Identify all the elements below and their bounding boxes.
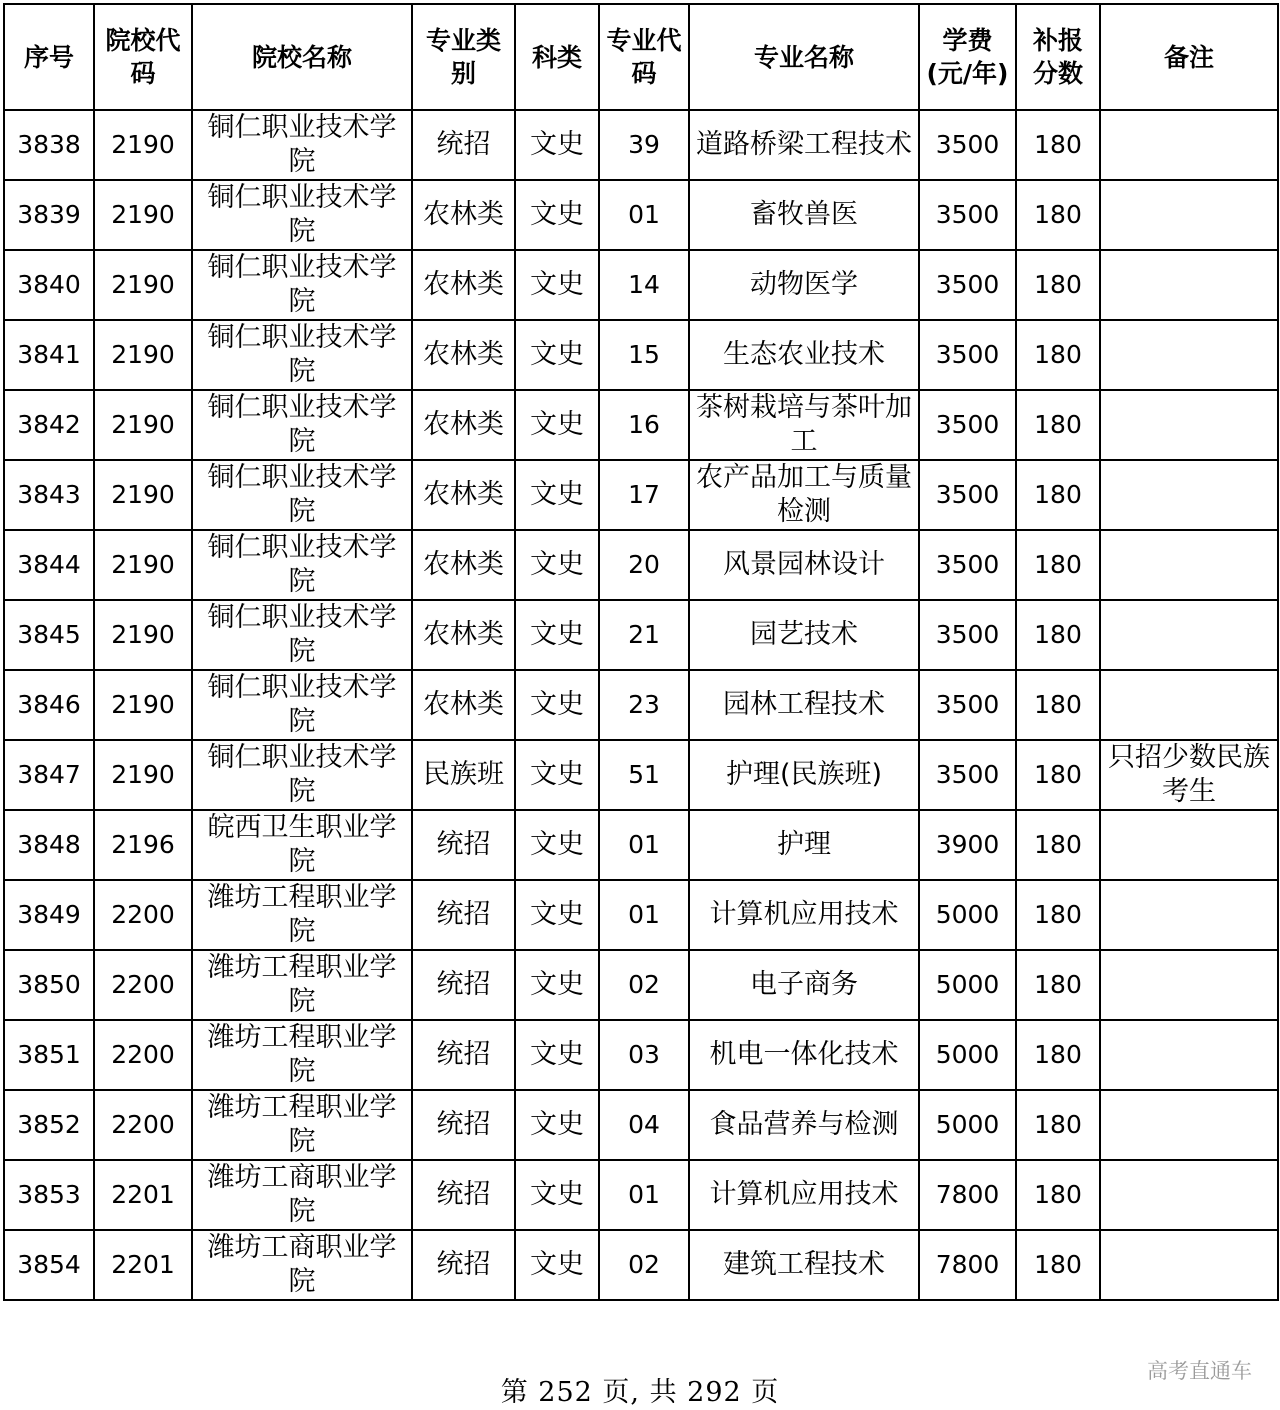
cell-major-name: 动物医学 <box>689 250 919 320</box>
cell-seq: 3838 <box>4 110 94 180</box>
cell-seq: 3843 <box>4 460 94 530</box>
cell-note <box>1100 110 1278 180</box>
cell-major-code: 51 <box>599 740 689 810</box>
cell-seq: 3840 <box>4 250 94 320</box>
cell-school-name: 潍坊工商职业学院 <box>192 1230 412 1300</box>
table-body <box>4 110 1278 1300</box>
table-row <box>4 880 1278 950</box>
cell-subject: 文史 <box>515 390 599 460</box>
cell-major-code: 01 <box>599 1160 689 1230</box>
cell-major-code: 01 <box>599 810 689 880</box>
cell-school-code: 2200 <box>94 880 192 950</box>
cell-major-name: 食品营养与检测 <box>689 1090 919 1160</box>
cell-subject: 文史 <box>515 600 599 670</box>
cell-note <box>1100 1020 1278 1090</box>
cell-category: 农林类 <box>412 390 515 460</box>
cell-seq: 3854 <box>4 1230 94 1300</box>
cell-category: 统招 <box>412 110 515 180</box>
cell-major-name: 生态农业技术 <box>689 320 919 390</box>
header-category: 专业类别 <box>412 4 515 110</box>
cell-major-code: 02 <box>599 1230 689 1300</box>
cell-school-name: 铜仁职业技术学院 <box>192 530 412 600</box>
cell-score: 180 <box>1016 530 1100 600</box>
cell-school-name: 铜仁职业技术学院 <box>192 320 412 390</box>
cell-category: 民族班 <box>412 740 515 810</box>
cell-category: 统招 <box>412 950 515 1020</box>
cell-major-name: 道路桥梁工程技术 <box>689 110 919 180</box>
cell-note <box>1100 810 1278 880</box>
cell-tuition: 3500 <box>919 250 1016 320</box>
cell-tuition: 7800 <box>919 1230 1016 1300</box>
cell-category: 农林类 <box>412 320 515 390</box>
header-score: 补报分数 <box>1016 4 1100 110</box>
cell-school-name: 铜仁职业技术学院 <box>192 460 412 530</box>
cell-note <box>1100 880 1278 950</box>
cell-tuition: 5000 <box>919 1020 1016 1090</box>
cell-score: 180 <box>1016 880 1100 950</box>
cell-score: 180 <box>1016 390 1100 460</box>
table-row <box>4 1230 1278 1300</box>
cell-major-code: 39 <box>599 110 689 180</box>
header-major-code: 专业代码 <box>599 4 689 110</box>
cell-school-code: 2190 <box>94 390 192 460</box>
cell-tuition: 5000 <box>919 880 1016 950</box>
cell-score: 180 <box>1016 110 1100 180</box>
cell-major-name: 计算机应用技术 <box>689 1160 919 1230</box>
page-number: 第 252 页, 共 292 页 <box>500 1377 780 1408</box>
cell-major-code: 14 <box>599 250 689 320</box>
cell-subject: 文史 <box>515 460 599 530</box>
cell-category: 农林类 <box>412 600 515 670</box>
cell-major-code: 20 <box>599 530 689 600</box>
cell-note <box>1100 1160 1278 1230</box>
cell-major-code: 01 <box>599 880 689 950</box>
cell-seq: 3849 <box>4 880 94 950</box>
cell-tuition: 7800 <box>919 1160 1016 1230</box>
cell-school-name: 潍坊工商职业学院 <box>192 1160 412 1230</box>
table-row <box>4 1160 1278 1230</box>
cell-school-name: 铜仁职业技术学院 <box>192 670 412 740</box>
cell-school-name: 铜仁职业技术学院 <box>192 390 412 460</box>
cell-category: 农林类 <box>412 180 515 250</box>
cell-major-name: 园林工程技术 <box>689 670 919 740</box>
cell-major-name: 风景园林设计 <box>689 530 919 600</box>
cell-school-name: 铜仁职业技术学院 <box>192 110 412 180</box>
cell-school-code: 2201 <box>94 1230 192 1300</box>
cell-school-code: 2190 <box>94 740 192 810</box>
cell-note <box>1100 530 1278 600</box>
table-row <box>4 670 1278 740</box>
cell-subject: 文史 <box>515 880 599 950</box>
header-row <box>4 4 1278 110</box>
admission-table <box>3 3 1279 1301</box>
cell-score: 180 <box>1016 670 1100 740</box>
cell-tuition: 5000 <box>919 950 1016 1020</box>
cell-score: 180 <box>1016 1230 1100 1300</box>
cell-score: 180 <box>1016 740 1100 810</box>
header-school-code: 院校代码 <box>94 4 192 110</box>
cell-subject: 文史 <box>515 950 599 1020</box>
cell-seq: 3845 <box>4 600 94 670</box>
cell-school-code: 2190 <box>94 530 192 600</box>
cell-category: 农林类 <box>412 250 515 320</box>
watermark-logo: 高考直通车 <box>1147 1359 1252 1383</box>
cell-note <box>1100 180 1278 250</box>
cell-subject: 文史 <box>515 670 599 740</box>
table-row <box>4 390 1278 460</box>
cell-school-code: 2190 <box>94 600 192 670</box>
cell-major-code: 21 <box>599 600 689 670</box>
cell-school-code: 2200 <box>94 1090 192 1160</box>
cell-note <box>1100 670 1278 740</box>
cell-subject: 文史 <box>515 1230 599 1300</box>
table-header <box>4 4 1278 110</box>
cell-school-name: 潍坊工程职业学院 <box>192 950 412 1020</box>
cell-school-code: 2190 <box>94 250 192 320</box>
cell-school-name: 皖西卫生职业学院 <box>192 810 412 880</box>
cell-category: 统招 <box>412 1230 515 1300</box>
cell-school-name: 铜仁职业技术学院 <box>192 740 412 810</box>
cell-school-code: 2190 <box>94 320 192 390</box>
cell-subject: 文史 <box>515 1020 599 1090</box>
cell-school-name: 潍坊工程职业学院 <box>192 1020 412 1090</box>
cell-score: 180 <box>1016 250 1100 320</box>
cell-school-code: 2190 <box>94 460 192 530</box>
cell-seq: 3846 <box>4 670 94 740</box>
cell-score: 180 <box>1016 1090 1100 1160</box>
cell-major-name: 机电一体化技术 <box>689 1020 919 1090</box>
cell-school-code: 2196 <box>94 810 192 880</box>
cell-school-name: 铜仁职业技术学院 <box>192 180 412 250</box>
cell-note <box>1100 460 1278 530</box>
table-row <box>4 250 1278 320</box>
cell-tuition: 3900 <box>919 810 1016 880</box>
cell-score: 180 <box>1016 810 1100 880</box>
cell-seq: 3848 <box>4 810 94 880</box>
cell-category: 统招 <box>412 880 515 950</box>
cell-category: 统招 <box>412 1020 515 1090</box>
cell-category: 农林类 <box>412 530 515 600</box>
cell-subject: 文史 <box>515 810 599 880</box>
cell-note: 只招少数民族考生 <box>1100 740 1278 810</box>
cell-school-code: 2190 <box>94 180 192 250</box>
cell-tuition: 3500 <box>919 320 1016 390</box>
cell-category: 农林类 <box>412 670 515 740</box>
cell-note <box>1100 1230 1278 1300</box>
cell-subject: 文史 <box>515 180 599 250</box>
cell-seq: 3851 <box>4 1020 94 1090</box>
header-tuition: 学费(元/年) <box>919 4 1016 110</box>
cell-school-code: 2190 <box>94 110 192 180</box>
cell-subject: 文史 <box>515 1160 599 1230</box>
cell-tuition: 3500 <box>919 530 1016 600</box>
cell-school-name: 潍坊工程职业学院 <box>192 1090 412 1160</box>
cell-tuition: 3500 <box>919 740 1016 810</box>
cell-note <box>1100 390 1278 460</box>
table-row <box>4 180 1278 250</box>
cell-note <box>1100 950 1278 1020</box>
cell-major-name: 护理 <box>689 810 919 880</box>
cell-major-code: 15 <box>599 320 689 390</box>
cell-score: 180 <box>1016 950 1100 1020</box>
cell-category: 统招 <box>412 810 515 880</box>
cell-major-code: 01 <box>599 180 689 250</box>
cell-school-name: 铜仁职业技术学院 <box>192 250 412 320</box>
table-row <box>4 530 1278 600</box>
cell-seq: 3842 <box>4 390 94 460</box>
cell-seq: 3844 <box>4 530 94 600</box>
cell-score: 180 <box>1016 1160 1100 1230</box>
cell-major-name: 茶树栽培与茶叶加工 <box>689 390 919 460</box>
table-row <box>4 740 1278 810</box>
cell-major-name: 畜牧兽医 <box>689 180 919 250</box>
cell-score: 180 <box>1016 1020 1100 1090</box>
cell-subject: 文史 <box>515 530 599 600</box>
cell-school-name: 潍坊工程职业学院 <box>192 880 412 950</box>
cell-major-code: 04 <box>599 1090 689 1160</box>
table-row <box>4 460 1278 530</box>
cell-major-code: 03 <box>599 1020 689 1090</box>
cell-note <box>1100 250 1278 320</box>
cell-subject: 文史 <box>515 110 599 180</box>
cell-score: 180 <box>1016 180 1100 250</box>
cell-category: 统招 <box>412 1090 515 1160</box>
cell-major-code: 23 <box>599 670 689 740</box>
cell-score: 180 <box>1016 600 1100 670</box>
table-row <box>4 950 1278 1020</box>
cell-tuition: 3500 <box>919 460 1016 530</box>
header-major-name: 专业名称 <box>689 4 919 110</box>
header-school-name: 院校名称 <box>192 4 412 110</box>
table-row <box>4 1090 1278 1160</box>
cell-note <box>1100 1090 1278 1160</box>
cell-school-code: 2190 <box>94 670 192 740</box>
cell-school-code: 2200 <box>94 950 192 1020</box>
cell-major-name: 建筑工程技术 <box>689 1230 919 1300</box>
table-row <box>4 320 1278 390</box>
cell-school-name: 铜仁职业技术学院 <box>192 600 412 670</box>
cell-tuition: 3500 <box>919 670 1016 740</box>
cell-major-name: 园艺技术 <box>689 600 919 670</box>
cell-seq: 3852 <box>4 1090 94 1160</box>
cell-note <box>1100 600 1278 670</box>
cell-category: 农林类 <box>412 460 515 530</box>
cell-subject: 文史 <box>515 1090 599 1160</box>
header-note: 备注 <box>1100 4 1278 110</box>
cell-major-name: 农产品加工与质量检测 <box>689 460 919 530</box>
cell-tuition: 3500 <box>919 390 1016 460</box>
cell-tuition: 3500 <box>919 110 1016 180</box>
cell-seq: 3841 <box>4 320 94 390</box>
cell-major-code: 02 <box>599 950 689 1020</box>
cell-tuition: 3500 <box>919 600 1016 670</box>
cell-seq: 3853 <box>4 1160 94 1230</box>
cell-major-code: 17 <box>599 460 689 530</box>
cell-major-name: 护理(民族班) <box>689 740 919 810</box>
table-row <box>4 810 1278 880</box>
cell-subject: 文史 <box>515 740 599 810</box>
cell-note <box>1100 320 1278 390</box>
cell-subject: 文史 <box>515 320 599 390</box>
cell-major-name: 电子商务 <box>689 950 919 1020</box>
cell-major-name: 计算机应用技术 <box>689 880 919 950</box>
cell-seq: 3839 <box>4 180 94 250</box>
cell-tuition: 5000 <box>919 1090 1016 1160</box>
cell-category: 统招 <box>412 1160 515 1230</box>
table-row <box>4 110 1278 180</box>
cell-tuition: 3500 <box>919 180 1016 250</box>
cell-subject: 文史 <box>515 250 599 320</box>
header-seq: 序号 <box>4 4 94 110</box>
cell-seq: 3850 <box>4 950 94 1020</box>
cell-score: 180 <box>1016 460 1100 530</box>
cell-seq: 3847 <box>4 740 94 810</box>
cell-major-code: 16 <box>599 390 689 460</box>
cell-school-code: 2200 <box>94 1020 192 1090</box>
cell-school-code: 2201 <box>94 1160 192 1230</box>
header-subject: 科类 <box>515 4 599 110</box>
table-row <box>4 600 1278 670</box>
cell-score: 180 <box>1016 320 1100 390</box>
table-row <box>4 1020 1278 1090</box>
